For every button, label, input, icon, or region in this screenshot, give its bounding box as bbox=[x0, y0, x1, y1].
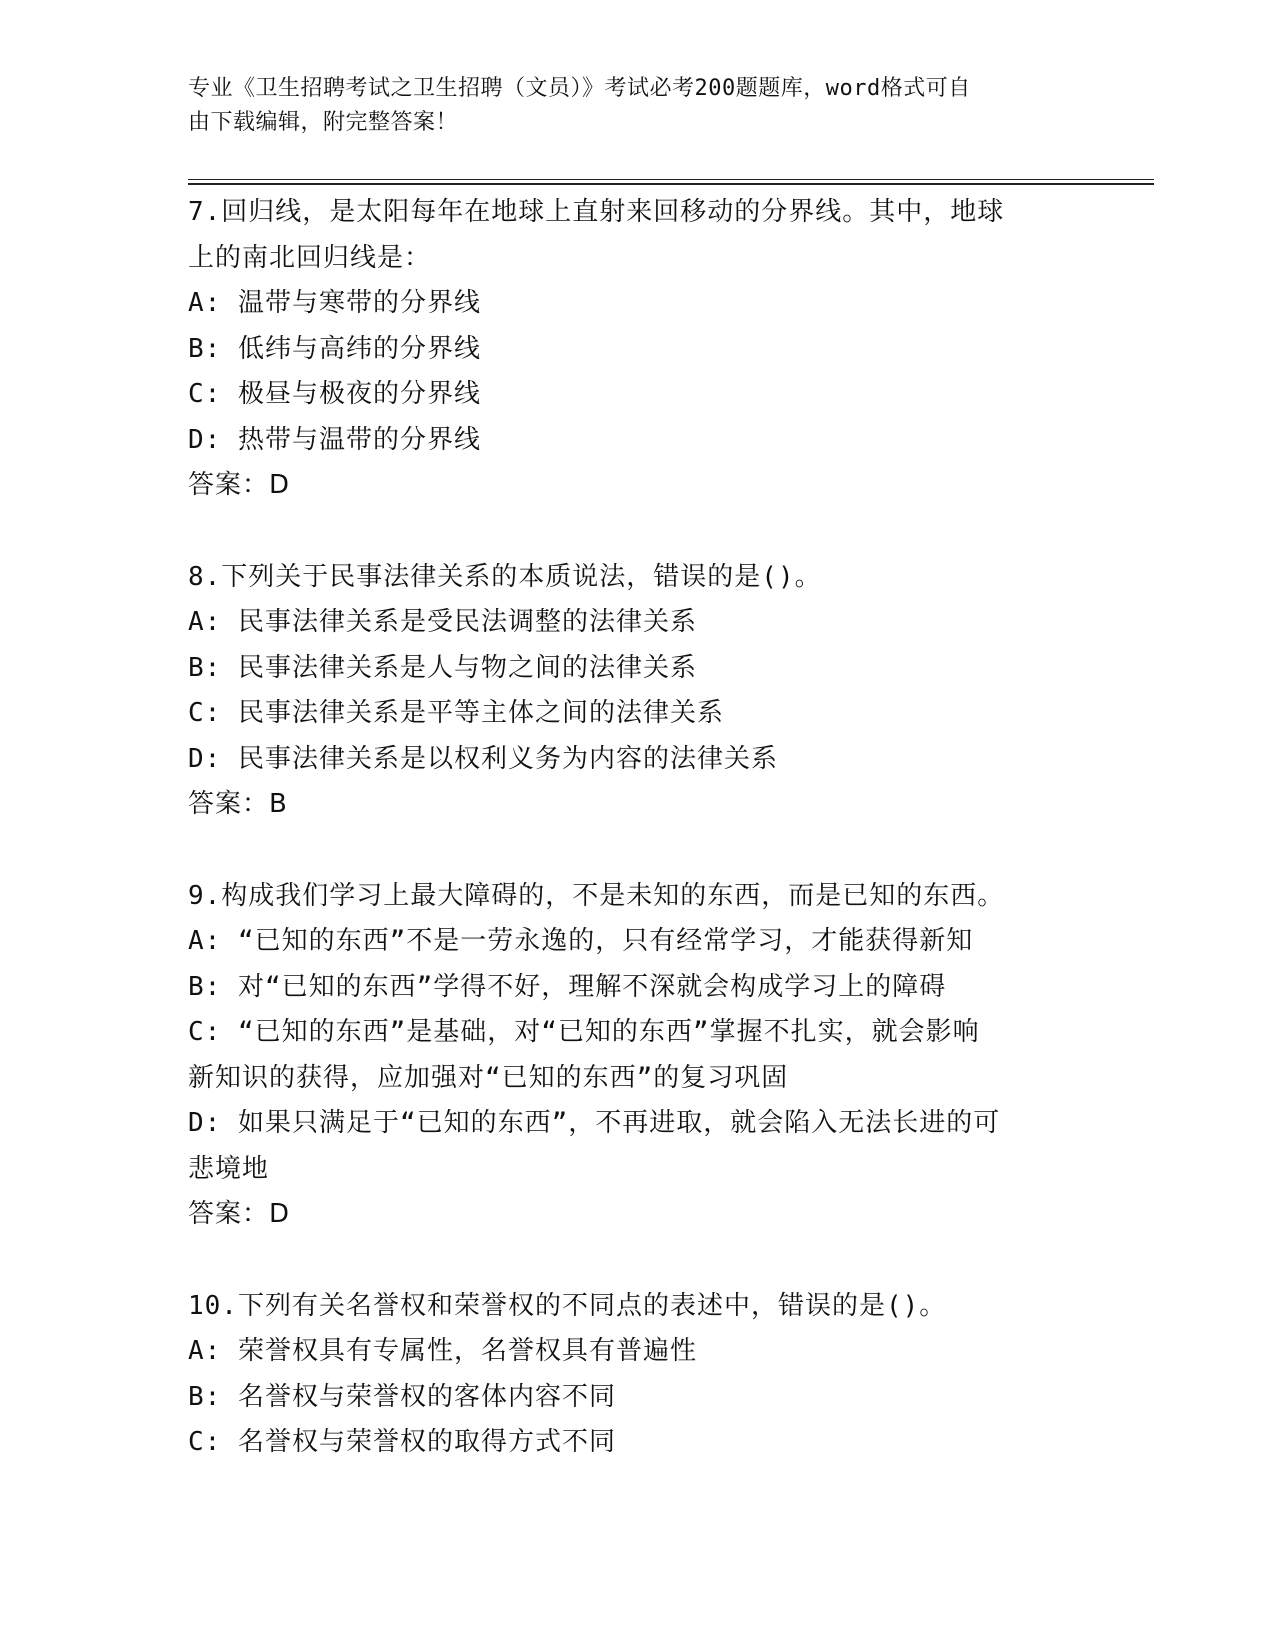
option-c: C: 民事法律关系是平等主体之间的法律关系 bbox=[188, 698, 724, 728]
question-stem: 9.构成我们学习上最大障碍的，不是未知的东西，而是已知的东西。 bbox=[188, 880, 1005, 911]
header-line-2: 由下载编辑，附完整答案！ bbox=[188, 110, 459, 135]
answer: 答案：D bbox=[188, 1199, 291, 1229]
option-a: A: “已知的东西”不是一劳永逸的，只有经常学习，才能获得新知 bbox=[188, 926, 974, 956]
option-c: C: 名誉权与荣誉权的取得方式不同 bbox=[188, 1427, 616, 1457]
option-d: D: 热带与温带的分界线 bbox=[188, 424, 481, 455]
option-c: C: 极昼与极夜的分界线 bbox=[188, 379, 481, 409]
header-divider-thin bbox=[188, 179, 1154, 180]
question-stem: 8.下列关于民事法律关系的本质说法，错误的是()。 bbox=[188, 561, 822, 592]
question-10 bbox=[188, 1284, 1088, 1466]
question-stem: 上的南北回归线是： bbox=[188, 242, 432, 273]
option-c-continued: 新知识的获得，应加强对“已知的东西”的复习巩固 bbox=[188, 1062, 789, 1093]
option-d-continued: 悲境地 bbox=[188, 1153, 270, 1184]
question-8 bbox=[188, 555, 1088, 828]
question-7 bbox=[188, 190, 1088, 509]
answer: 答案：B bbox=[188, 789, 288, 819]
question-list bbox=[188, 190, 1088, 1512]
question-stem: 7.回归线，是太阳每年在地球上直射来回移动的分界线。其中，地球 bbox=[188, 197, 1005, 227]
option-c: C: “已知的东西”是基础，对“已知的东西”掌握不扎实，就会影响 bbox=[188, 1017, 980, 1047]
option-b: B: 低纬与高纬的分界线 bbox=[188, 333, 481, 364]
option-b: B: 对“已知的东西”学得不好，理解不深就会构成学习上的障碍 bbox=[188, 971, 947, 1002]
option-b: B: 名誉权与荣誉权的客体内容不同 bbox=[188, 1381, 616, 1412]
header-line-1: 专业《卫生招聘考试之卫生招聘（文员）》考试必考200题题库，word格式可自 bbox=[188, 76, 971, 101]
option-b: B: 民事法律关系是人与物之间的法律关系 bbox=[188, 652, 697, 683]
answer: 答案：D bbox=[188, 470, 291, 500]
header-divider-thick bbox=[188, 183, 1154, 185]
document-header bbox=[188, 72, 1088, 140]
question-stem: 10.下列有关名誉权和荣誉权的不同点的表述中，错误的是()。 bbox=[188, 1290, 947, 1321]
question-9 bbox=[188, 874, 1088, 1238]
option-a: A: 温带与寒带的分界线 bbox=[188, 288, 481, 318]
option-d: D: 如果只满足于“已知的东西”，不再进取，就会陷入无法长进的可 bbox=[188, 1108, 1001, 1138]
option-a: A: 荣誉权具有专属性，名誉权具有普遍性 bbox=[188, 1336, 697, 1366]
option-a: A: 民事法律关系是受民法调整的法律关系 bbox=[188, 607, 697, 637]
option-d: D: 民事法律关系是以权利义务为内容的法律关系 bbox=[188, 743, 778, 774]
